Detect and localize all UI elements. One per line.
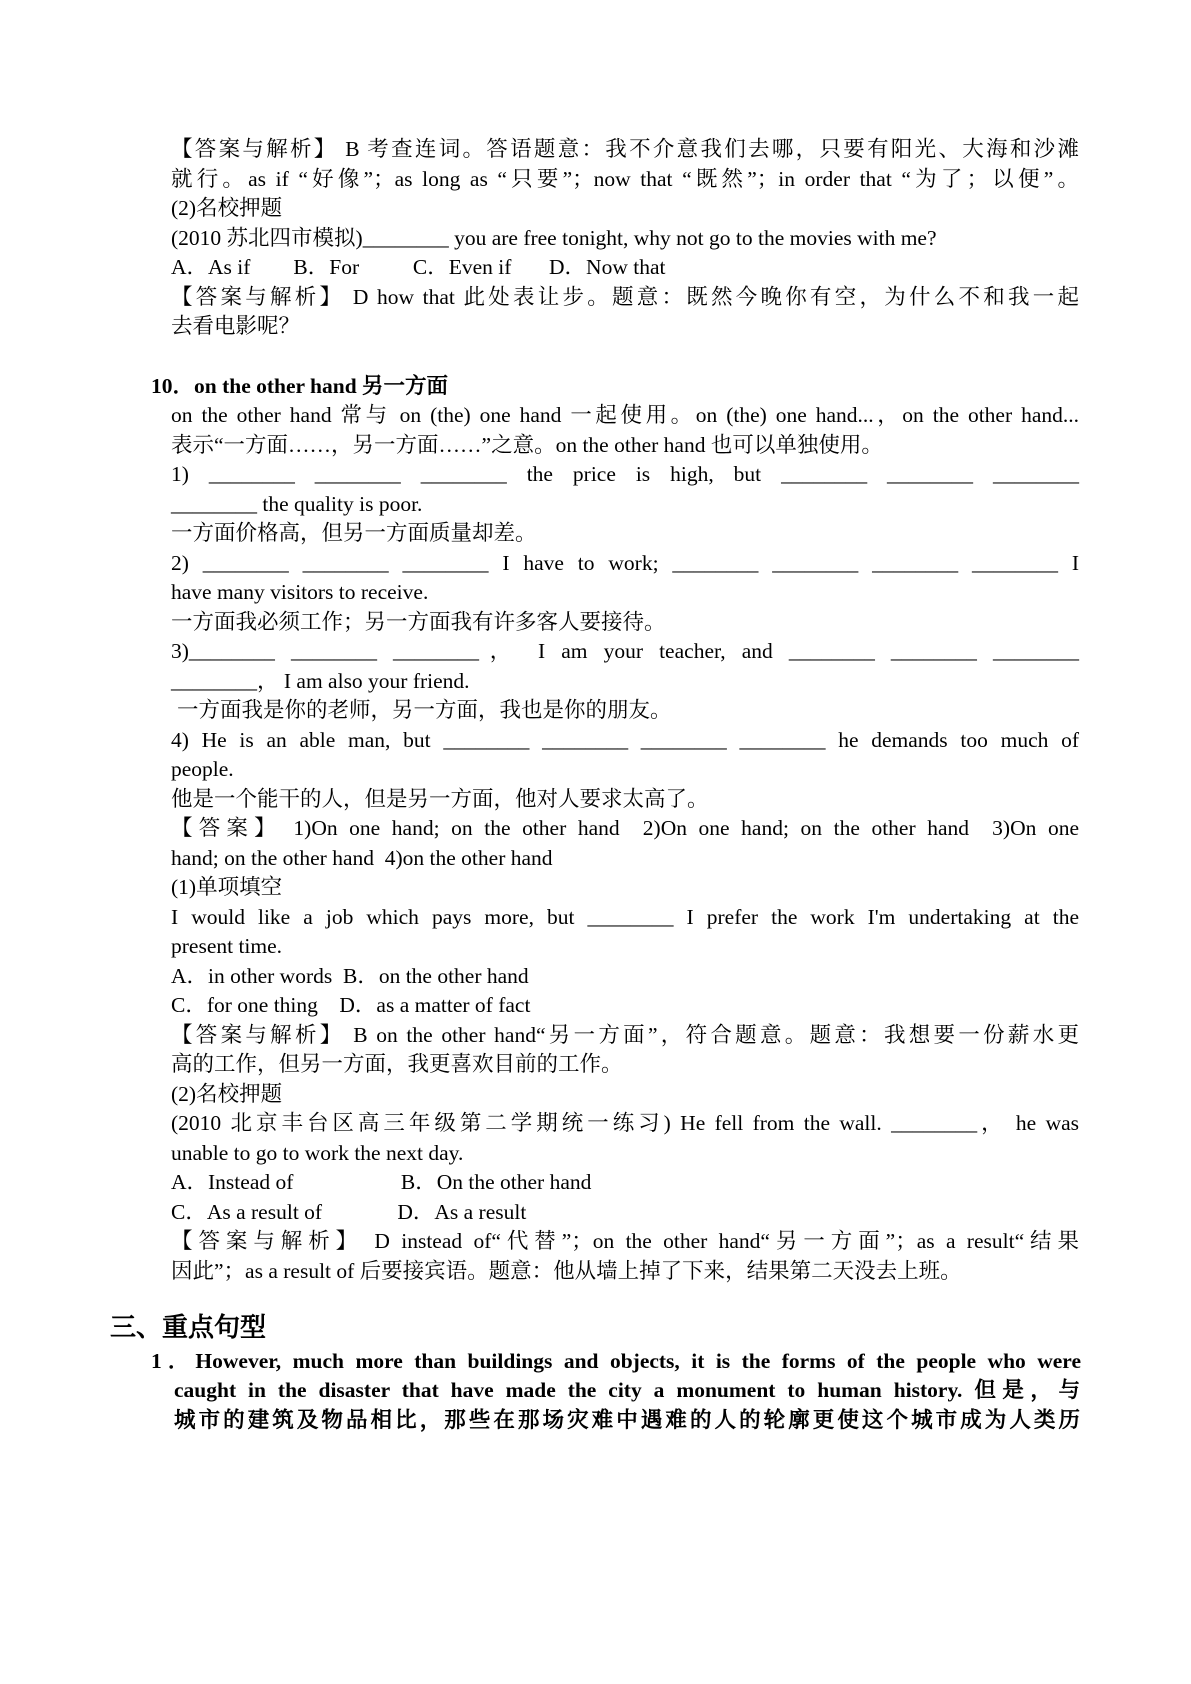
answer-line: hand; on the other hand 4)on the other hand [171,846,553,870]
key-sentence-line: 城市的建筑及物品相比，那些在那场灾难中遇难的人的轮廓更使这个城市成为人类历 [174,1408,1080,1432]
exercise-line: ________， I am also your friend. [171,669,470,693]
exercise-line: people. [171,757,234,781]
exercise-line: ________ the quality is poor. [171,492,423,516]
question-line: (2010 北京丰台区高三年级第二学期统一练习) He fell from the wall. ________， he was [171,1111,1079,1135]
question-line: (2010 苏北四市模拟)________ you are free tonight, why not go to the movies with me? [171,226,937,250]
section-heading: 三、重点句型 [110,1313,267,1343]
text-line: 就行。as if “好像”；as long as “只要”；now that “既然”；in order that “为了；以便”。 [171,167,1079,191]
question-line: I would like a job which pays more, but ________ I prefer the work I'm undertaking at the [171,905,1079,929]
subheading-single-choice: (1)单项填空 [171,875,283,899]
answer-line: 【答案】 1)On one hand; on the other hand 2)On one hand; on the other hand 3)On one [171,816,1079,840]
translation-line: 他是一个能干的人，但是另一方面，他对人要求太高了。 [171,787,709,811]
options-line: C．for one thing D．as a matter of fact [171,993,531,1017]
text-line: 高的工作，但另一方面，我更喜欢目前的工作。 [171,1052,623,1076]
key-sentence-line: 1．However, much more than buildings and objects, it is the forms of the people who were [151,1349,1081,1373]
subheading-mingxiao: (2)名校押题 [171,1082,283,1106]
exercise-line: have many visitors to receive. [171,580,429,604]
exercise-line: 1) ________ ________ ________ the price is high, but ________ ________ ________ [171,462,1079,486]
options-line: C．As a result of D．As a result [171,1200,527,1224]
text-line: 因此”；as a result of 后要接宾语。题意：他从墙上掉了下来，结果第二天没去上班。 [171,1259,962,1283]
answer-analysis-line: 【答案与解析】 B 考查连词。答语题意：我不介意我们去哪，只要有阳光、大海和沙滩 [171,137,1079,161]
exercise-line: 4) He is an able man, but ________ ________ ________ ________ he demands too much of [171,728,1079,752]
text-line: 去看电影呢？ [171,314,301,338]
text-line: on the other hand 常与 on (the) one hand 一起使用。on (the) one hand...，on the other hand... [171,403,1079,427]
options-line: A．Instead of B．On the other hand [171,1170,592,1194]
answer-analysis-line: 【答案与解析】 B on the other hand“另一方面”，符合题意。题意：我想要一份薪水更 [171,1023,1079,1047]
answer-analysis-line: 【答案与解析】 D how that 此处表让步。题意：既然今晚你有空，为什么不和我一起 [171,285,1079,309]
item-heading: 10．on the other hand 另一方面 [151,374,449,398]
answer-analysis-line: 【答案与解析】 D instead of“代替”；on the other hand“另一方面”；as a result“结果 [171,1229,1079,1253]
options-line: A．As if B．For C．Even if D．Now that [171,255,666,279]
key-sentence-line: caught in the disaster that have made the city a monument to human history. 但是，与 [174,1378,1080,1402]
subheading-mingxiao: (2)名校押题 [171,196,283,220]
exercise-line: 2) ________ ________ ________ I have to work; ________ ________ ________ ________ I [171,551,1079,575]
exercise-line: 3)________ ________ ________， I am your teacher, and ________ ________ ________ [171,639,1079,663]
question-line: unable to go to work the next day. [171,1141,464,1165]
options-line: A．in other words B．on the other hand [171,964,529,988]
question-line: present time. [171,934,283,958]
translation-line: 一方面我必须工作；另一方面我有许多客人要接待。 [171,610,666,634]
text-line: 表示“一方面……，另一方面……”之意。on the other hand 也可以单独使用。 [171,433,883,457]
translation-line: 一方面价格高，但另一方面质量却差。 [171,521,537,545]
translation-line: 一方面我是你的老师，另一方面，我也是你的朋友。 [177,698,672,722]
